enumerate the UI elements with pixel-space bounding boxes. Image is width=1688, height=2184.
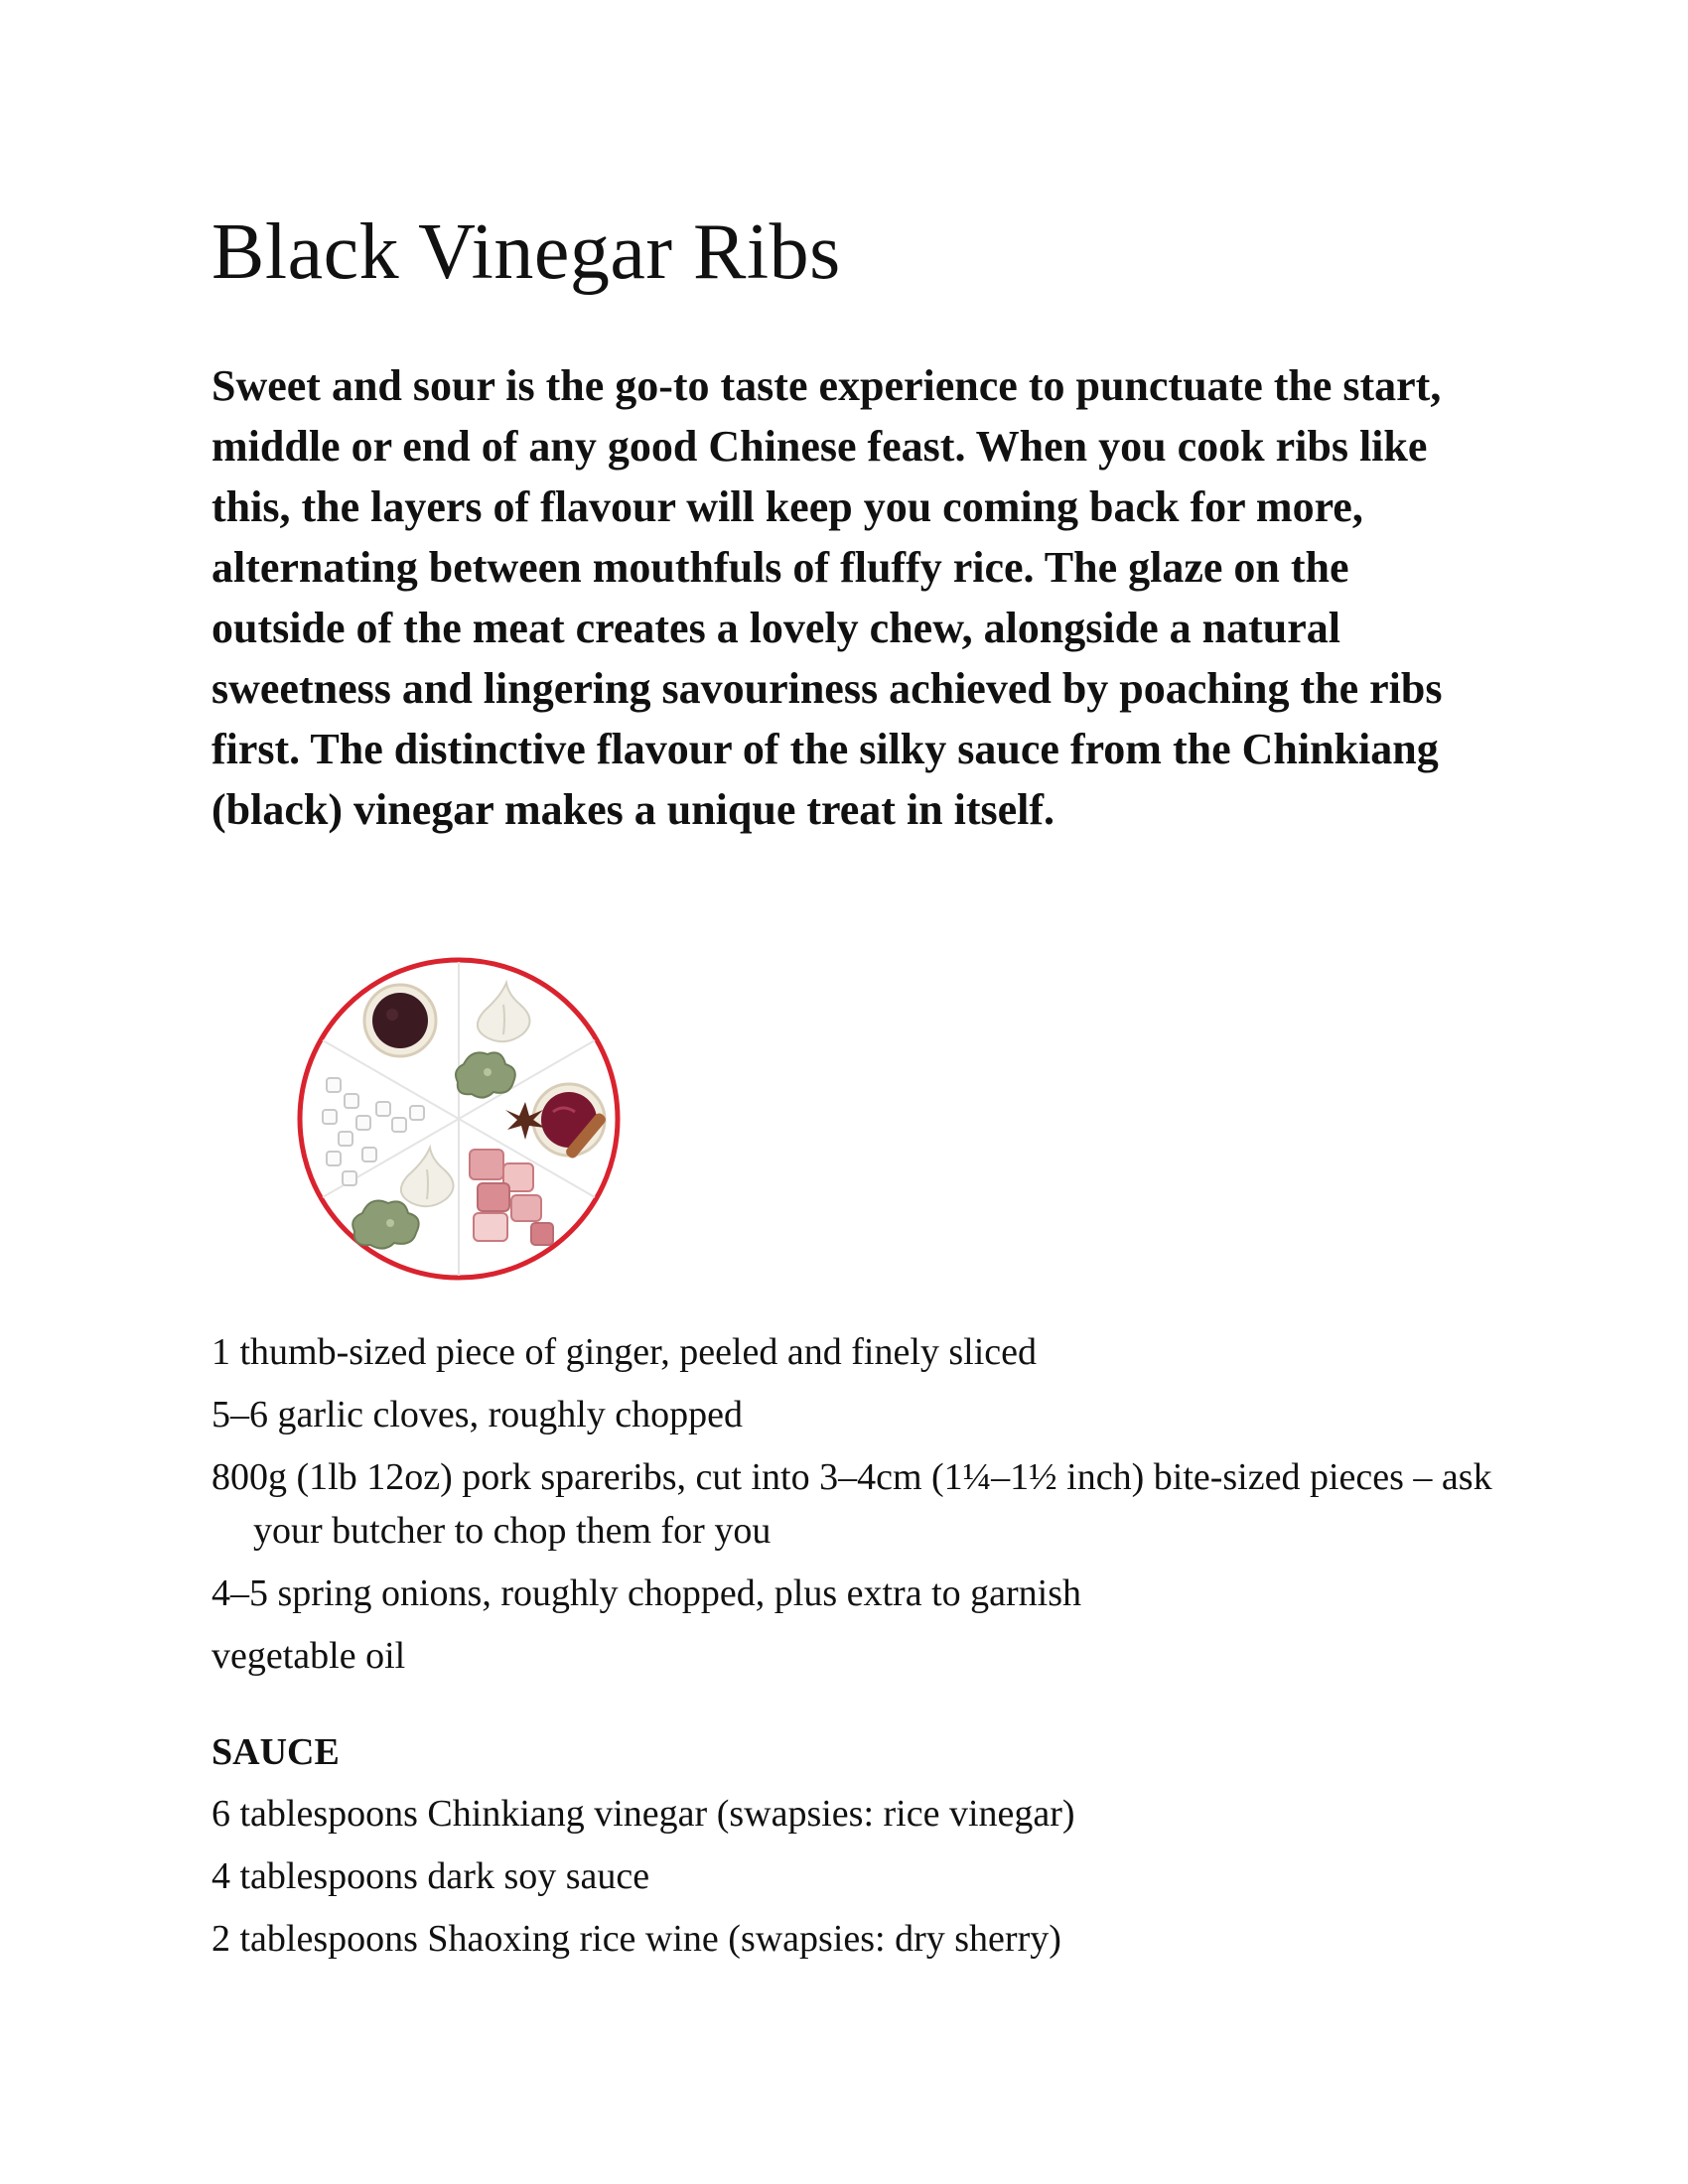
black-vinegar-bowl-icon (364, 985, 436, 1056)
recipe-page (211, 208, 1492, 1960)
list-item: 1 thumb-sized piece of ginger, peeled and finely sliced (211, 1331, 1038, 1373)
recipe-title: Black Vinegar Ribs (211, 208, 841, 296)
list-item: 2 tablespoons Shaoxing rice wine (swapsies: dry sherry) (211, 1918, 1061, 1960)
list-item: vegetable oil (211, 1635, 406, 1677)
list-item: 6 tablespoons Chinkiang vinegar (swapsies: rice vinegar) (211, 1793, 1075, 1835)
ingredients-plate-illustration (293, 953, 625, 1285)
ingredients-list (211, 1325, 1492, 1692)
list-item: 5–6 garlic cloves, roughly chopped (211, 1394, 744, 1435)
recipe-intro: Sweet and sour is the go-to taste experience to punctuate the start, middle or end of any good Chinese feast. When you cook ribs like this, the layers of flavour will keep you coming back for more, alternating between mouthfuls of fluffy rice. The glaze on the outside of the meat creates a lovely chew, alongside a natural sweetness and lingering savouriness achieved by poaching the ribs first. The distinctive flavour of the silky sauce from the Chinkiang (black) vinegar makes a unique treat in itself. (211, 361, 1443, 834)
sauce-heading: SAUCE (211, 1731, 340, 1773)
list-item: 800g (1lb 12oz) pork spareribs, cut into 3–4cm (1¼–1½ inch) bite-sized pieces – ask your butcher to chop them for you (211, 1456, 1492, 1552)
sauce-ingredients-list (211, 1787, 1492, 1975)
ingredients-plate-icon (293, 953, 625, 1285)
list-item: 4 tablespoons dark soy sauce (211, 1855, 650, 1897)
list-item: 4–5 spring onions, roughly chopped, plus extra to garnish (211, 1572, 1082, 1614)
